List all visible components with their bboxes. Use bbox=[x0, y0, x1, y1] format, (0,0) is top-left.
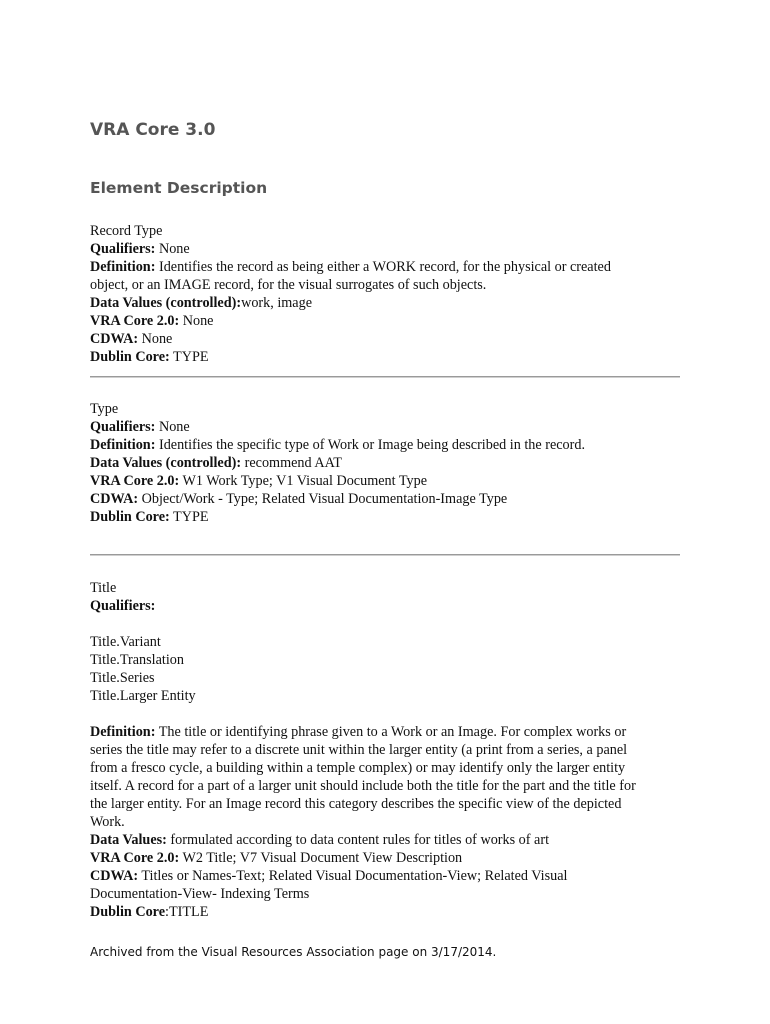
definition-text: The title or identifying phrase given to a Work or an Image. For complex works or bbox=[155, 724, 627, 740]
qualifier-item: Title.Translation bbox=[90, 652, 184, 668]
section-divider bbox=[90, 376, 680, 378]
element-name: Type bbox=[90, 401, 119, 417]
document-subtitle: Element Description bbox=[90, 179, 268, 197]
data-values-value: formulated according to data content rules for titles of works of art bbox=[166, 832, 550, 848]
definition-label: Definition: bbox=[90, 724, 156, 740]
spacer bbox=[90, 615, 690, 633]
data-values-line bbox=[90, 831, 690, 849]
data-values-line bbox=[90, 454, 690, 472]
definition-line bbox=[90, 258, 690, 276]
section-record-type bbox=[90, 222, 690, 366]
dublin-core-label: Dublin Core: bbox=[90, 349, 170, 365]
vra2-line bbox=[90, 472, 690, 490]
cdwa-line-continued: Documentation-View- Indexing Terms bbox=[90, 886, 310, 902]
qualifier-item: Title.Variant bbox=[90, 634, 161, 650]
vra2-label: VRA Core 2.0: bbox=[90, 313, 180, 329]
vra2-value: None bbox=[179, 313, 214, 329]
dublin-core-label: Dublin Core bbox=[90, 904, 166, 920]
definition-line-continued: Work. bbox=[90, 814, 125, 830]
vra2-line bbox=[90, 312, 690, 330]
cdwa-line bbox=[90, 330, 690, 348]
dublin-core-value: :TITLE bbox=[165, 904, 209, 920]
definition-line-continued: the larger entity. For an Image record this category describes the specific view of the depicted bbox=[90, 796, 622, 812]
vra2-label: VRA Core 2.0: bbox=[90, 473, 180, 489]
dublin-core-line bbox=[90, 903, 690, 921]
archive-footer: Archived from the Visual Resources Association page on 3/17/2014. bbox=[90, 945, 497, 959]
qualifiers-value: None bbox=[155, 419, 190, 435]
qualifiers-line bbox=[90, 240, 690, 258]
cdwa-value: Titles or Names-Text; Related Visual Documentation-View; Related Visual bbox=[138, 868, 568, 884]
dublin-core-value: TYPE bbox=[169, 509, 209, 525]
definition-line-continued: itself. A record for a part of a larger unit should include both the title for the part and the title for bbox=[90, 778, 636, 794]
definition-text: Identifies the specific type of Work or Image being described in the record. bbox=[155, 437, 586, 453]
qualifiers-line bbox=[90, 418, 690, 436]
definition-line-continued: series the title may refer to a discrete unit within the larger entity (a print from a series, a panel bbox=[90, 742, 628, 758]
cdwa-value: None bbox=[138, 331, 173, 347]
definition-label: Definition: bbox=[90, 437, 156, 453]
definition-line-continued: from a fresco cycle, a building within a temple complex) or may identify only the larger entity bbox=[90, 760, 626, 776]
data-values-value: work, image bbox=[241, 295, 312, 311]
data-values-label: Data Values (controlled): bbox=[90, 295, 242, 311]
qualifiers-value: None bbox=[155, 241, 190, 257]
section-type bbox=[90, 400, 690, 526]
dublin-core-value: TYPE bbox=[169, 349, 209, 365]
qualifiers-label: Qualifiers: bbox=[90, 419, 156, 435]
vra2-line bbox=[90, 849, 690, 867]
spacer bbox=[90, 705, 690, 723]
data-values-label: Data Values (controlled): bbox=[90, 455, 242, 471]
dublin-core-line bbox=[90, 348, 690, 366]
cdwa-label: CDWA: bbox=[90, 491, 139, 507]
vra2-label: VRA Core 2.0: bbox=[90, 850, 180, 866]
cdwa-line bbox=[90, 867, 690, 885]
definition-line bbox=[90, 436, 690, 454]
dublin-core-label: Dublin Core: bbox=[90, 509, 170, 525]
data-values-value: recommend AAT bbox=[241, 455, 342, 471]
document-title: VRA Core 3.0 bbox=[90, 120, 216, 140]
definition-line-continued: object, or an IMAGE record, for the visual surrogates of such objects. bbox=[90, 277, 487, 293]
element-name: Record Type bbox=[90, 223, 163, 239]
vra2-value: W2 Title; V7 Visual Document View Description bbox=[179, 850, 463, 866]
data-values-label: Data Values: bbox=[90, 832, 167, 848]
section-title bbox=[90, 579, 690, 921]
document-page bbox=[90, 0, 690, 1024]
dublin-core-line bbox=[90, 508, 690, 526]
qualifier-item: Title.Series bbox=[90, 670, 155, 686]
data-values-line bbox=[90, 294, 690, 312]
qualifiers-label: Qualifiers: bbox=[90, 598, 156, 614]
section-divider bbox=[90, 554, 680, 556]
qualifier-item: Title.Larger Entity bbox=[90, 688, 196, 704]
vra2-value: W1 Work Type; V1 Visual Document Type bbox=[179, 473, 428, 489]
definition-text: Identifies the record as being either a WORK record, for the physical or created bbox=[155, 259, 611, 275]
cdwa-label: CDWA: bbox=[90, 331, 139, 347]
cdwa-value: Object/Work - Type; Related Visual Documentation-Image Type bbox=[138, 491, 508, 507]
definition-line bbox=[90, 723, 690, 741]
cdwa-line bbox=[90, 490, 690, 508]
definition-label: Definition: bbox=[90, 259, 156, 275]
element-name: Title bbox=[90, 580, 117, 596]
cdwa-label: CDWA: bbox=[90, 868, 139, 884]
qualifiers-label: Qualifiers: bbox=[90, 241, 156, 257]
